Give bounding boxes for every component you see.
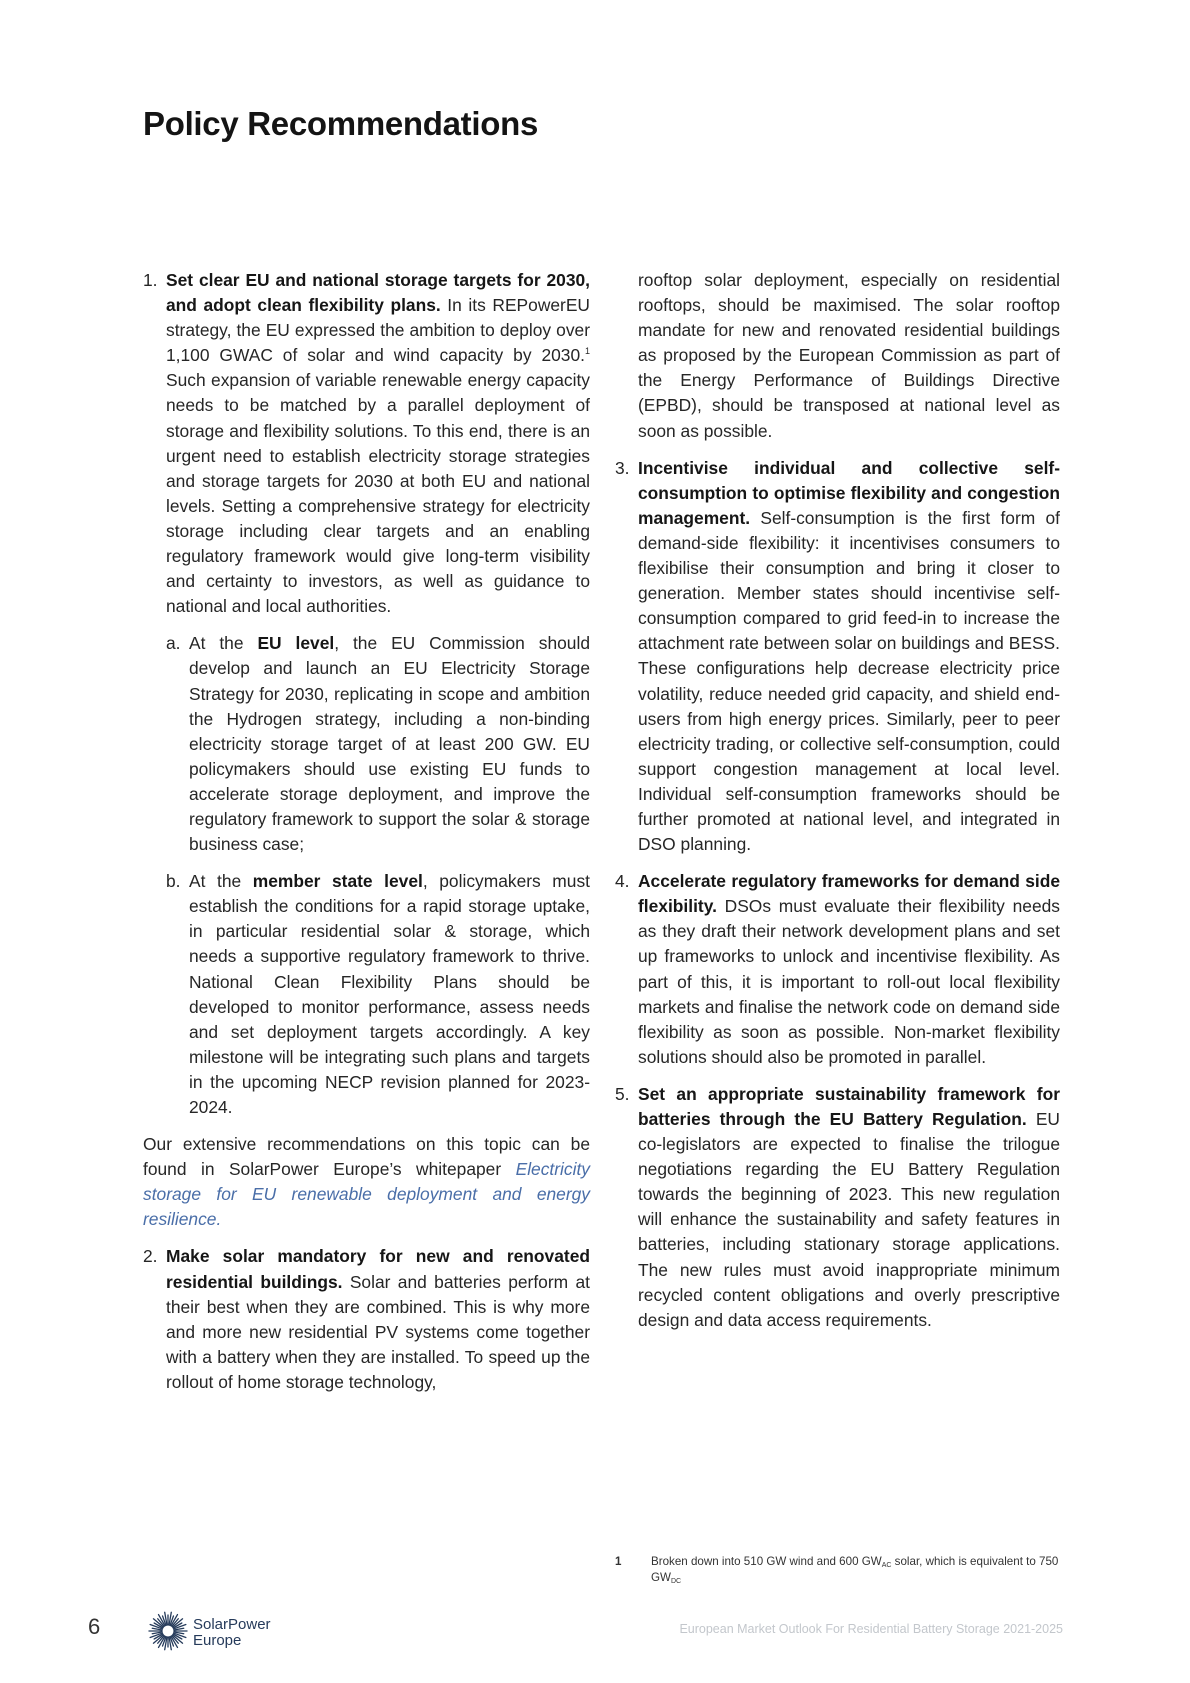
- page-number: 6: [88, 1614, 101, 1639]
- footnote-number: 1: [615, 1555, 622, 1568]
- sub-b-pre: At the: [189, 871, 253, 892]
- recommendation-2-text: Solar and batteries perform at their best when they are combined. This is why more and more new residential PV systems come together with a battery when they are installed. To speed up the rollout of home storage technology,: [166, 1271, 590, 1392]
- item-number: 1.: [143, 270, 158, 290]
- footnote-subscript: AC: [881, 1562, 892, 1569]
- footnote-text-part: Broken down into 510 GW wind and 600 GW: [651, 1555, 882, 1568]
- sub-b-text: , policymakers must establish the conditions for a rapid storage uptake, in particular residential solar & storage, which needs a supportive regulatory framework to thrive. National Clean Flexibility Plans should be developed to monitor performance, assess needs and set deployment targets accordingly. A key milestone will be integrating such plans and targets in the upcoming NECP revision planned for 2023-2024.: [189, 871, 590, 1117]
- sub-a-text: , the EU Commission should develop and launch an EU Electricity Storage Strategy for 2030, replicating in scope and ambition the Hydrogen strategy, including a non-binding electricity storage target of at least 200 GW. EU policymakers should use existing EU funds to accelerate storage deployment, and improve the regulatory framework to support the solar & storage business case;: [189, 633, 590, 855]
- footnote-ref[interactable]: 1: [584, 346, 590, 357]
- item-number: 2.: [143, 1246, 158, 1267]
- right-column: [615, 268, 1060, 1345]
- recommendation-5-heading: Set an appropriate sustainability framework for batteries through the EU Battery Regulation.: [638, 1083, 1060, 1129]
- whitepaper-link[interactable]: Electricity storage for EU renewable deployment and energy resilience.: [143, 1159, 590, 1230]
- recommendation-1b: [143, 869, 590, 1120]
- item-number: 4.: [615, 871, 630, 892]
- recommendation-2-cont-text: rooftop solar deployment, especially on residential rooftops, should be maximised. The solar rooftop mandate for new and renovated residential buildings as proposed by the European Commission as part of the Energy Performance of Buildings Directive (EPBD), should be transposed at national level as soon as possible.: [638, 270, 1060, 441]
- recommendation-5-text: EU co-legislators are expected to finalise the trilogue negotiations regarding the EU Battery Regulation towards the beginning of 2023. This new regulation will enhance the sustainability and safety features in batteries, including stationary storage applications. The new rules must avoid inappropriate minimum recycled content obligations and overly prescriptive design and data access requirements.: [638, 1109, 1060, 1330]
- report-title: European Market Outlook For Residential Battery Storage 2021-2025: [679, 1622, 1063, 1636]
- recommendation-3: [615, 456, 1060, 858]
- item-letter: b.: [166, 871, 181, 892]
- recommendation-1-text-b: Such expansion of variable renewable energy capacity needs to be matched by a parallel deployment of storage and flexibility solutions. To this end, there is an urgent need to establish electricity storage strategies and storage targets for 2030 at both EU and national levels. Setting a comprehensive strategy for electricity storage including clear targets and an enabling regulatory framework would give long-term visibility and certainty to investors, as well as guidance to national and local authorities.: [166, 370, 590, 617]
- logo-line-2: Europe: [193, 1632, 242, 1649]
- whitepaper-paragraph: [143, 1132, 590, 1232]
- item-letter: a.: [166, 633, 181, 654]
- sub-a-heading: EU level: [257, 633, 335, 654]
- logo-line-1: SolarPower: [193, 1616, 271, 1633]
- whitepaper-text: Our extensive recommendations on this topic can be found in SolarPower Europe’s whitepaper: [143, 1134, 590, 1180]
- recommendation-3-heading: Incentivise individual and collective self-consumption to optimise flexibility and congestion management.: [638, 457, 1060, 528]
- recommendation-2-heading: Make solar mandatory for new and renovated residential buildings.: [166, 1246, 590, 1292]
- recommendation-5: [615, 1082, 1060, 1333]
- left-column: [143, 268, 590, 1407]
- footnote: [615, 1554, 1060, 1586]
- footnote-subscript: DC: [670, 1578, 682, 1585]
- sub-a-pre: At the: [189, 633, 258, 654]
- recommendation-1a: [143, 631, 590, 857]
- recommendation-4: [615, 869, 1060, 1070]
- page-title: Policy Recommendations: [143, 105, 539, 142]
- sub-b-heading: member state level: [252, 871, 423, 892]
- recommendation-1: [143, 268, 590, 619]
- recommendation-4-text: DSOs must evaluate their flexibility needs as they draft their network development plans and set up frameworks to unlock and incentivise flexibility. As part of this, it is important to roll-out local flexibility markets and finalise the network code on demand side flexibility as soon as possible. Non-market flexibility solutions should also be promoted in parallel.: [638, 896, 1060, 1067]
- footnote-text-part: solar, which is equivalent to 750 GW: [651, 1555, 1059, 1584]
- solarpower-europe-logo: [148, 1611, 308, 1657]
- recommendation-2: [143, 1244, 590, 1395]
- footnote-text: [615, 1554, 1060, 1586]
- recommendation-1-text-a: In its REPowerEU strategy, the EU expressed the ambition to deploy over 1,100 GWAC of solar and wind capacity by 2030.: [166, 295, 590, 366]
- item-number: 5.: [615, 1083, 630, 1104]
- recommendation-1-heading: Set clear EU and national storage targets for 2030, and adopt clean flexibility plans.: [166, 270, 590, 316]
- recommendation-2-continued: [615, 268, 1060, 444]
- recommendation-4-heading: Accelerate regulatory frameworks for demand side flexibility.: [638, 871, 1060, 917]
- sun-burst-icon: [148, 1611, 188, 1651]
- item-number: 3.: [615, 457, 630, 478]
- recommendation-3-text: Self-consumption is the first form of demand-side flexibility: it incentivises consumers to flexibilise their consumption and bring it closer to generation. Member states should incentivise self-consumption compared to grid feed-in to increase the attachment rate between solar on buildings and BESS. These configurations help decrease electricity price volatility, reduce needed grid capacity, and shield end-users from high energy prices. Similarly, peer to peer electricity trading, or collective self-consumption, could support congestion management at local level. Individual self-consumption frameworks should be further promoted at national level, and integrated in DSO planning.: [638, 507, 1060, 855]
